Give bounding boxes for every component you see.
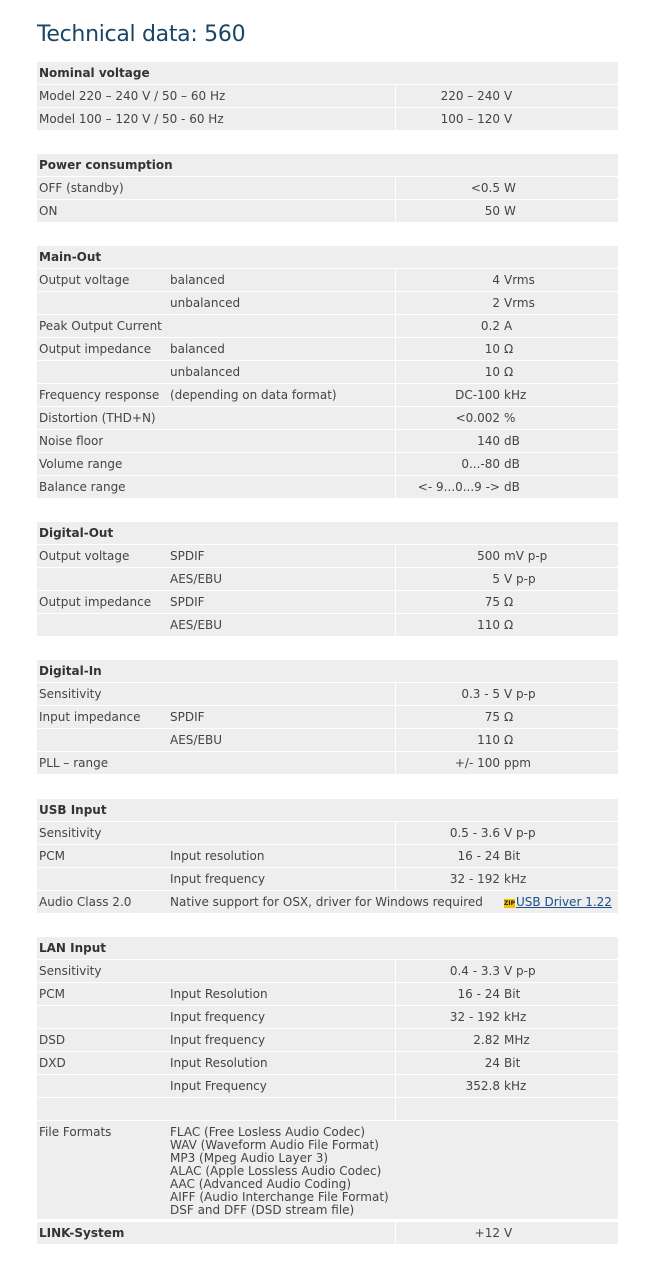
spec-value: 75 [484, 710, 500, 724]
section-heading [37, 522, 618, 545]
spec-value: 0.4 - 3.3 [449, 964, 500, 978]
section-main-out [37, 246, 618, 499]
table-row [37, 822, 618, 845]
spec-label: Noise floor [39, 434, 104, 448]
spec-sublabel: unbalanced [170, 296, 241, 310]
section-heading [37, 154, 618, 177]
spec-unit: Vrms [504, 296, 535, 310]
spec-unit: W [504, 181, 516, 195]
spec-sublabel: balanced [170, 342, 225, 356]
spec-label: ON [39, 204, 58, 218]
spec-value: 100 – 120 [440, 112, 500, 126]
table-row [37, 868, 618, 891]
spec-label: OFF (standby) [39, 181, 124, 195]
spec-sublabel: balanced [170, 273, 225, 287]
spec-label: Distortion (THD+N) [39, 411, 156, 425]
spec-value: 110 [477, 733, 500, 747]
spec-label: Audio Class 2.0 [39, 895, 132, 909]
spec-sublabel: Input Frequency [170, 1079, 267, 1093]
spec-value: 32 - 192 [449, 872, 500, 886]
spec-unit: Vrms [504, 273, 535, 287]
table-row [37, 108, 618, 131]
spec-unit: dB [504, 434, 520, 448]
spec-label: Sensitivity [39, 826, 102, 840]
section-heading-text: Power consumption [39, 158, 173, 172]
spec-label: Sensitivity [39, 964, 102, 978]
table-row [37, 453, 618, 476]
table-row [37, 752, 618, 775]
spec-value: 50 [484, 204, 500, 218]
spec-value: 2.82 [473, 1033, 500, 1047]
spec-sublabel: Input frequency [170, 872, 266, 886]
table-row [37, 591, 618, 614]
list-item: ALAC (Apple Lossless Audio Codec) [170, 1164, 382, 1178]
section-nominal-voltage [37, 62, 618, 131]
spec-sublabel: Input frequency [170, 1010, 266, 1024]
spec-unit: Bit [504, 849, 521, 863]
spec-value: +12 [474, 1226, 500, 1240]
table-row [37, 407, 618, 430]
spec-unit: A [504, 319, 513, 333]
spec-value: +/- 100 [454, 756, 500, 770]
section-heading-text: Digital-Out [39, 526, 114, 540]
spec-label: Volume range [39, 457, 123, 471]
spec-label: PCM [39, 849, 65, 863]
spec-unit: kHz [504, 1010, 527, 1024]
spec-value: 0.3 - 5 [461, 687, 500, 701]
table-row [37, 960, 618, 983]
spec-sublabel: AES/EBU [170, 733, 223, 747]
spec-unit: V p-p [504, 964, 536, 978]
spec-value: <0.002 [455, 411, 500, 425]
table-row [37, 1029, 618, 1052]
section-heading-text: Nominal voltage [39, 66, 150, 80]
spec-unit: dB [504, 480, 520, 494]
spec-sublabel: Native support for OSX, driver for Windows required [170, 895, 483, 909]
spec-value: 5 [492, 572, 500, 586]
section-heading-text: Digital-In [39, 664, 102, 678]
spec-unit: Bit [504, 987, 521, 1001]
section-heading [37, 799, 618, 822]
spec-sublabel: SPDIF [170, 549, 205, 563]
spec-sublabel: SPDIF [170, 595, 205, 609]
spec-value: 24 [484, 1056, 500, 1070]
spec-value: 10 [484, 342, 500, 356]
spec-unit: Ω [504, 618, 514, 632]
spec-value: 0...-80 [461, 457, 500, 471]
table-row [37, 891, 618, 914]
section-heading-text: Main-Out [39, 250, 102, 264]
spec-label: Peak Output Current [39, 319, 162, 333]
spec-unit: Bit [504, 1056, 521, 1070]
usb-driver-download-link[interactable] [504, 891, 612, 913]
section-heading [37, 246, 618, 269]
spec-unit: V [504, 1226, 513, 1240]
spec-value: 500 [477, 549, 500, 563]
spec-label: DXD [39, 1056, 66, 1070]
table-row [37, 85, 618, 108]
table-row [37, 568, 618, 591]
table-row [37, 729, 618, 752]
section-heading-text: LINK-System [39, 1226, 125, 1240]
spec-value: 0.5 - 3.6 [449, 826, 500, 840]
spec-unit: Ω [504, 365, 514, 379]
spec-value: <0.5 [470, 181, 500, 195]
spec-unit: Ω [504, 733, 514, 747]
spec-value: 4 [492, 273, 500, 287]
spec-sublabel: Input Resolution [170, 987, 268, 1001]
spec-value: 2 [492, 296, 500, 310]
spec-value: DC-100 [455, 388, 500, 402]
spec-sublabel: AES/EBU [170, 618, 223, 632]
table-row [37, 983, 618, 1006]
table-row [37, 614, 618, 637]
spec-unit: V [504, 112, 513, 126]
section-usb-input [37, 799, 618, 914]
list-item: MP3 (Mpeg Audio Layer 3) [170, 1151, 329, 1165]
zip-file-icon: ZIP [504, 900, 515, 907]
file-formats-list [170, 1126, 389, 1217]
section-heading [37, 937, 618, 960]
section-heading-text: LAN Input [39, 941, 107, 955]
spec-label: Output impedance [39, 595, 152, 609]
table-row [37, 200, 618, 223]
list-item: AIFF (Audio Interchange File Format) [170, 1190, 389, 1204]
table-row [37, 706, 618, 729]
table-row [37, 292, 618, 315]
table-row [37, 315, 618, 338]
spec-unit: % [504, 411, 516, 425]
spec-label: Input impedance [39, 710, 141, 724]
spec-label: Model 220 – 240 V / 50 – 60 Hz [39, 89, 226, 103]
spec-label: PCM [39, 987, 65, 1001]
spec-sublabel: Input resolution [170, 849, 265, 863]
spec-label: Frequency response [39, 388, 160, 402]
spec-label: PLL – range [39, 756, 109, 770]
spec-unit: kHz [504, 872, 527, 886]
spec-label: Sensitivity [39, 687, 102, 701]
table-row [37, 845, 618, 868]
table-row [37, 177, 618, 200]
spec-value: 32 - 192 [449, 1010, 500, 1024]
table-row [37, 1006, 618, 1029]
section-heading [37, 660, 618, 683]
spec-unit: Ω [504, 595, 514, 609]
spec-value: 75 [484, 595, 500, 609]
section-power-consumption [37, 154, 618, 223]
spec-value: 10 [484, 365, 500, 379]
table-row [37, 361, 618, 384]
spec-label: Balance range [39, 480, 126, 494]
file-formats-row [37, 1121, 618, 1219]
spec-value: <- 9...0...9 -> [417, 480, 500, 494]
spec-sublabel: (depending on data format) [170, 388, 337, 402]
page-title: Technical data: 560 [37, 22, 246, 47]
table-row [37, 338, 618, 361]
spec-unit: kHz [504, 1079, 527, 1093]
table-row [37, 476, 618, 499]
section-link-system [37, 1222, 618, 1245]
usb-driver-link-text: USB Driver 1.22 [516, 895, 612, 909]
spec-unit: V [504, 89, 513, 103]
spec-unit: mV p-p [504, 549, 548, 563]
spec-unit: V p-p [504, 826, 536, 840]
list-item: FLAC (Free Losless Audio Codec) [170, 1125, 366, 1139]
spec-value: 110 [477, 618, 500, 632]
table-row [37, 269, 618, 292]
spec-label: File Formats [39, 1125, 112, 1139]
spec-unit: Ω [504, 342, 514, 356]
spec-label: Output voltage [39, 549, 130, 563]
table-row [37, 545, 618, 568]
spec-label: DSD [39, 1033, 66, 1047]
spec-unit: MHz [504, 1033, 530, 1047]
spec-unit: dB [504, 457, 520, 471]
spec-unit: W [504, 204, 516, 218]
spec-sublabel: unbalanced [170, 365, 241, 379]
spec-label: Output impedance [39, 342, 152, 356]
table-row [37, 1075, 618, 1098]
spec-value: 16 - 24 [457, 849, 500, 863]
table-row [37, 430, 618, 453]
spec-sublabel: SPDIF [170, 710, 205, 724]
table-row [37, 1052, 618, 1075]
section-digital-in [37, 660, 618, 775]
spec-value: 220 – 240 [440, 89, 500, 103]
spec-value: 0.2 [480, 319, 500, 333]
table-row [37, 1222, 618, 1245]
section-heading-text: USB Input [39, 803, 107, 817]
section-digital-out [37, 522, 618, 637]
table-row [37, 683, 618, 706]
list-item: AAC (Advanced Audio Coding) [170, 1177, 352, 1191]
spec-value: 352.8 [465, 1079, 500, 1093]
spec-unit: Ω [504, 710, 514, 724]
spec-sublabel: Input Resolution [170, 1056, 268, 1070]
spec-label: Output voltage [39, 273, 130, 287]
section-lan-input [37, 937, 618, 1219]
spec-sublabel: Input frequency [170, 1033, 266, 1047]
list-item: DSF and DFF (DSD stream file) [170, 1203, 355, 1217]
spec-value: 140 [477, 434, 500, 448]
table-row [37, 1098, 618, 1121]
table-row [37, 384, 618, 407]
spec-unit: kHz [504, 388, 527, 402]
list-item: WAV (Waveform Audio File Format) [170, 1138, 379, 1152]
spec-label: Model 100 – 120 V / 50 - 60 Hz [39, 112, 224, 126]
spec-unit: V p-p [504, 687, 536, 701]
spec-value: 16 - 24 [457, 987, 500, 1001]
section-heading [37, 62, 618, 85]
spec-unit: ppm [504, 756, 531, 770]
spec-unit: V p-p [504, 572, 536, 586]
spec-sublabel: AES/EBU [170, 572, 223, 586]
